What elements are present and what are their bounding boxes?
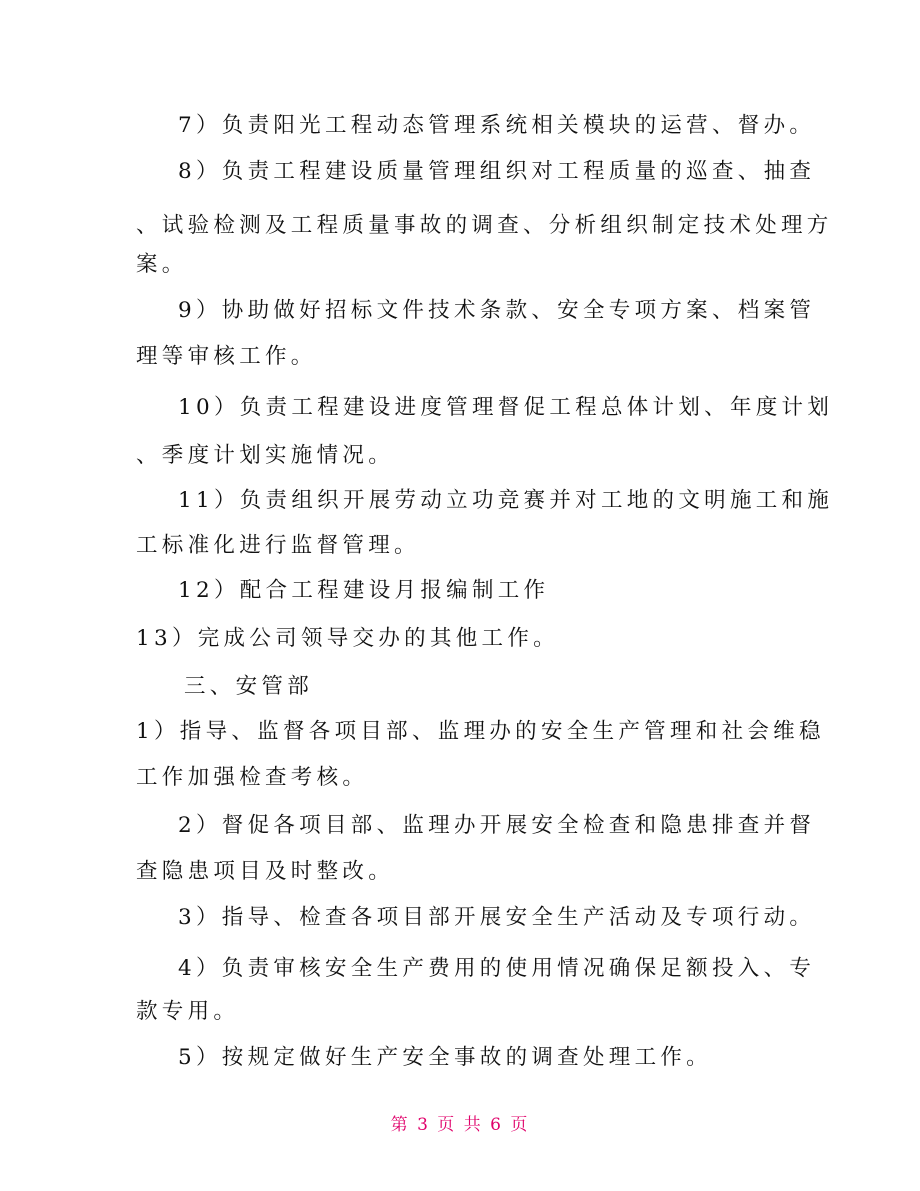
text-line: 12）配合工程建设月报编制工作 [178,578,550,603]
text-line: 工标准化进行监督管理。 [136,533,420,558]
text-line: 查隐患项目及时整改。 [136,859,395,884]
text-line: 8）负责工程建设质量管理组织对工程质量的巡查、抽查 [178,159,816,184]
text-line: 款专用。 [136,999,240,1024]
text-line: 3）指导、检查各项目部开展安全生产活动及专项行动。 [178,905,816,930]
text-line: 9）协助做好招标文件技术条款、安全专项方案、档案管 [178,298,816,323]
text-line: 10）负责工程建设进度管理督促工程总体计划、年度计划 [178,395,834,420]
text-line: 、季度计划实施情况。 [136,443,395,468]
text-line: 4）负责审核安全生产费用的使用情况确保足额投入、专 [178,956,816,981]
text-line: 13）完成公司领导交办的其他工作。 [136,626,559,651]
page-number-footer: 第 3 页 共 6 页 [390,1115,530,1135]
text-line: 5）按规定做好生产安全事故的调查处理工作。 [178,1045,712,1070]
section-heading: 三、安管部 [184,674,314,699]
text-line: 2）督促各项目部、监理办开展安全检查和隐患排查并督 [178,813,816,838]
text-line: 案。 [136,252,188,277]
text-line: 7）负责阳光工程动态管理系统相关模块的运营、督办。 [178,113,816,138]
text-line: 理等审核工作。 [136,344,317,369]
text-line: 、试验检测及工程质量事故的调查、分析组织制定技术处理方 [136,213,833,238]
text-line: 1）指导、监督各项目部、监理办的安全生产管理和社会维稳 [136,719,825,744]
text-line: 11）负责组织开展劳动立功竞赛并对工地的文明施工和施 [178,488,834,513]
text-line: 工作加强检查考核。 [136,765,369,790]
